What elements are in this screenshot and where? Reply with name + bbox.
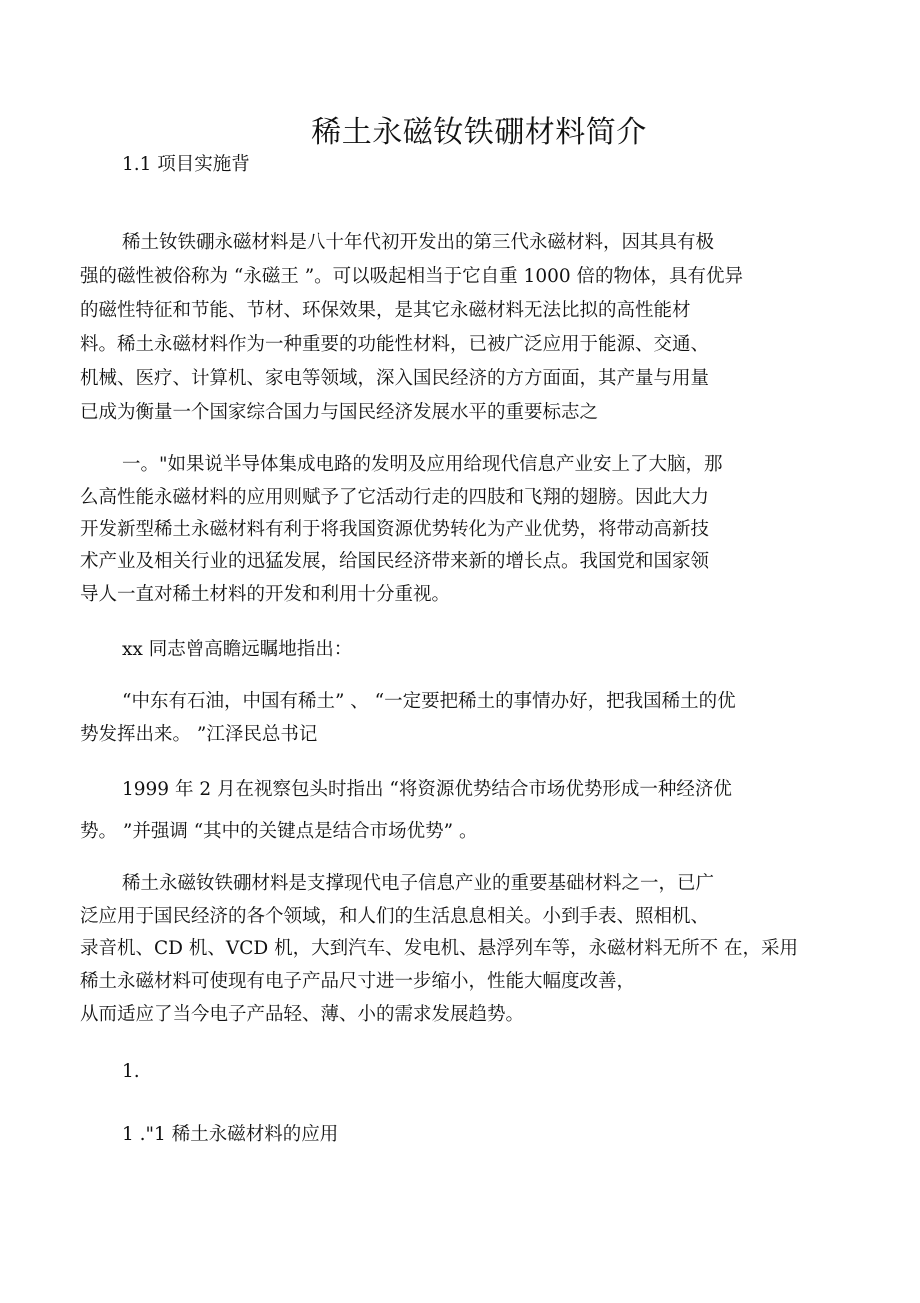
paragraph-line: 稀土钕铁硼永磁材料是八十年代初开发出的第三代永磁材料，因其具有极 xyxy=(122,232,715,253)
paragraph-line: 强的磁性被俗称为 “永磁王 ”。可以吸起相当于它自重 1000 倍的物体，具有优异 xyxy=(80,266,744,287)
paragraph-line: 术产业及相关行业的迅猛发展，给国民经济带来新的增长点。我国党和国家领 xyxy=(80,551,710,572)
paragraph-line: 稀土永磁钕铁硼材料是支撑现代电子信息产业的重要基础材料之一，已广 xyxy=(122,873,715,894)
paragraph-line: 开发新型稀土永磁材料有利于将我国资源优势转化为产业优势，将带动高新技 xyxy=(80,519,710,540)
paragraph-line: 1999 年 2 月在视察包头时指出 “将资源优势结合市场优势形成一种经济优 xyxy=(122,779,732,800)
paragraph-line: 机械、医疗、计算机、家电等领域，深入国民经济的方方面面，其产量与用量 xyxy=(80,368,710,389)
paragraph-line: 的磁性特征和节能、节材、环保效果，是其它永磁材料无法比拟的高性能材 xyxy=(80,300,691,321)
paragraph-line: 一。"如果说半导体集成电路的发明及应用给现代信息产业安上了大脑，那 xyxy=(122,454,723,475)
paragraph-line: 导人一直对稀土材料的开发和利用十分重视。 xyxy=(80,584,451,605)
paragraph-line: “中东有石油，中国有稀土” 、 “一定要把稀土的事情办好，把我国稀土的优 xyxy=(122,691,736,712)
document-title: 稀土永磁钕铁硼材料简介 xyxy=(311,115,647,150)
section-heading: 1.1 项目实施背 xyxy=(122,154,250,175)
paragraph-intro-quote: xx 同志曾高瞻远瞩地指出： xyxy=(122,639,353,660)
paragraph-line: 么高性能永磁材料的应用则赋予了它活动行走的四肢和飞翔的翅膀。因此大力 xyxy=(80,487,710,508)
list-item-number: 1. xyxy=(122,1061,140,1082)
paragraph-line: 势。 ”并强调 “其中的关键点是结合市场优势” 。 xyxy=(80,821,478,842)
paragraph-line: 已成为衡量一个国家综合国力与国民经济发展水平的重要标志之 xyxy=(80,402,599,423)
subsection-heading: 1 ."1 稀土永磁材料的应用 xyxy=(122,1124,339,1145)
paragraph-line: 录音机、CD 机、VCD 机，大到汽车、发电机、悬浮列车等，永磁材料无所不 在，采用 xyxy=(80,938,798,959)
paragraph-line: 从而适应了当今电子产品轻、薄、小的需求发展趋势。 xyxy=(80,1004,525,1025)
paragraph-line: 料。稀土永磁材料作为一种重要的功能性材料，已被广泛应用于能源、交通、 xyxy=(80,334,710,355)
paragraph-line: 势发挥出来。 ”江泽民总书记 xyxy=(80,724,318,745)
paragraph-line: 泛应用于国民经济的各个领域，和人们的生活息息相关。小到手表、照相机、 xyxy=(80,906,710,927)
paragraph-line: 稀土永磁材料可使现有电子产品尺寸进一步缩小，性能大幅度改善， xyxy=(80,971,636,992)
